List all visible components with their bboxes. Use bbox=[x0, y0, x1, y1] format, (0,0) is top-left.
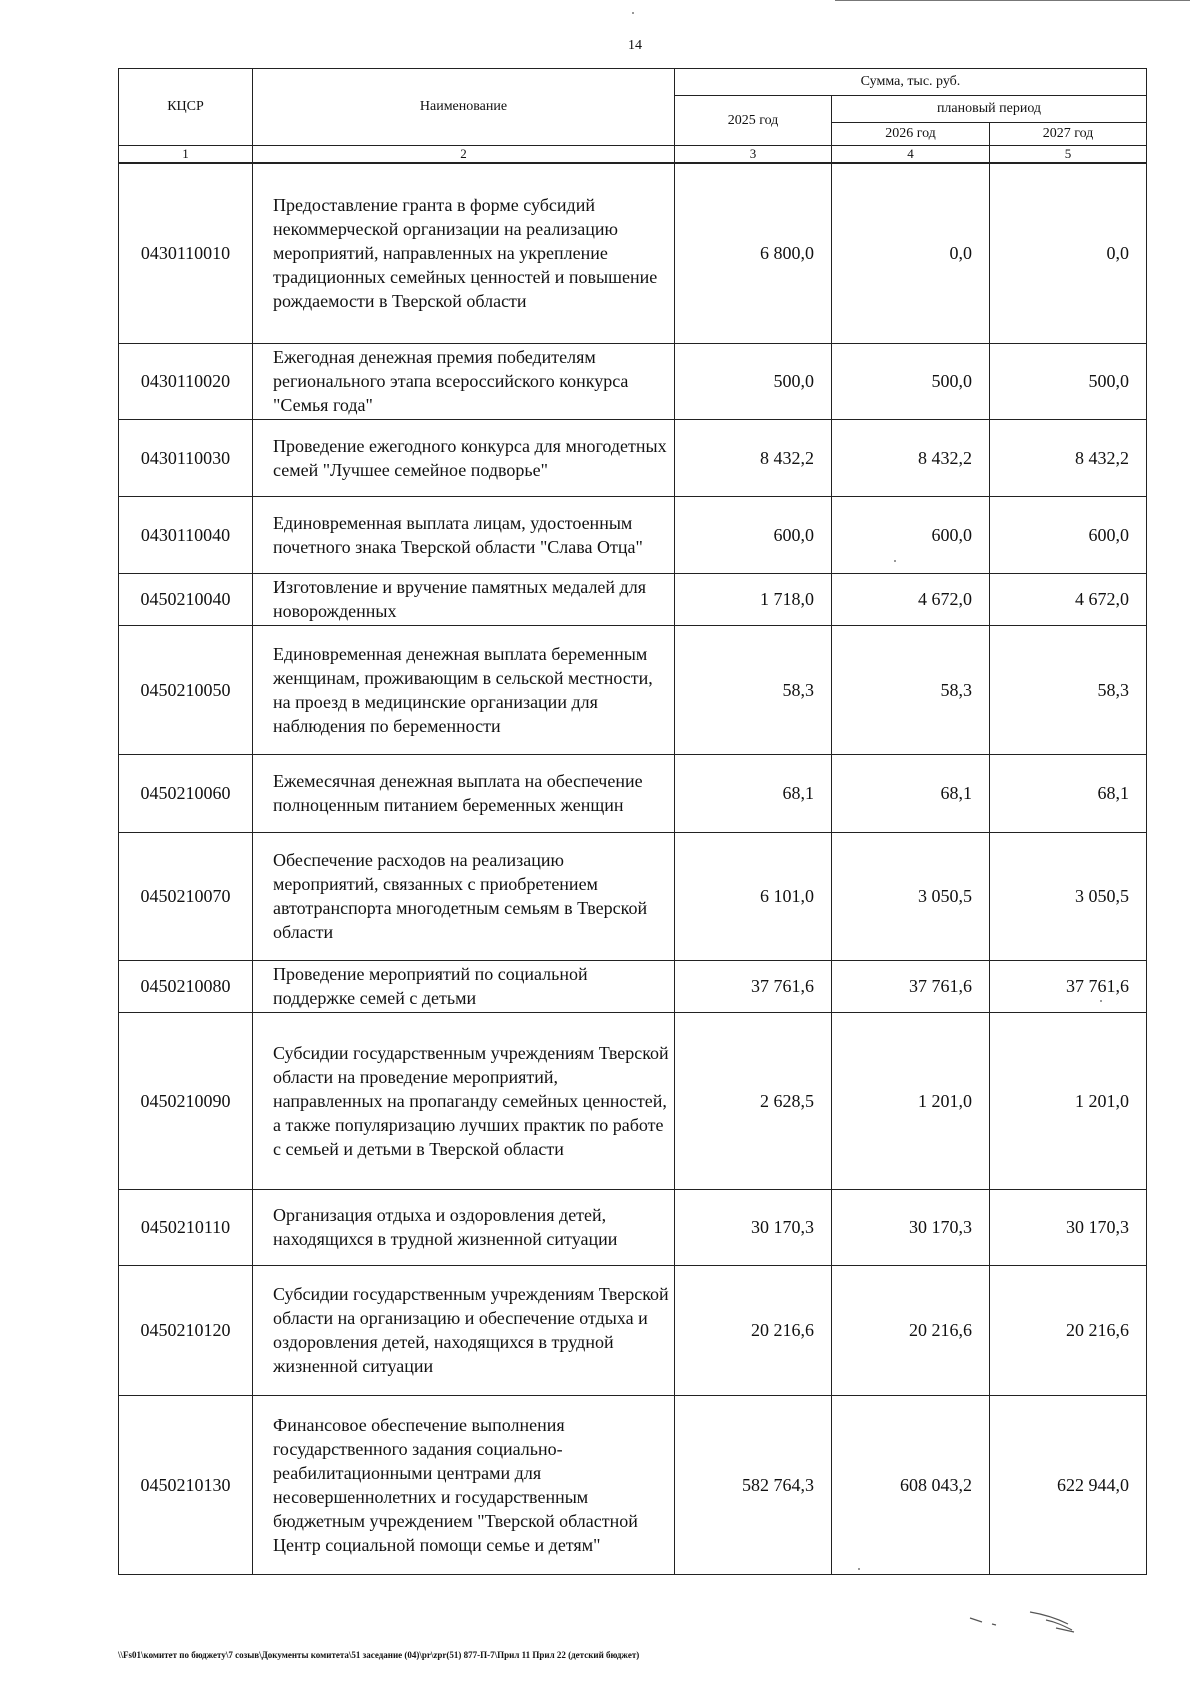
row-amount-2026: 8 432,2 bbox=[832, 419, 990, 496]
row-code: 0450210080 bbox=[119, 960, 253, 1012]
budget-table bbox=[118, 68, 1147, 1575]
row-amount-2025: 68,1 bbox=[675, 754, 832, 832]
row-amount-2025: 2 628,5 bbox=[675, 1012, 832, 1189]
row-amount-2026: 58,3 bbox=[832, 625, 990, 754]
scan-speck bbox=[632, 12, 634, 14]
row-code: 0430110020 bbox=[119, 343, 253, 419]
signature-mark bbox=[960, 1600, 1100, 1640]
row-code: 0450210090 bbox=[119, 1012, 253, 1189]
column-number: 4 bbox=[832, 146, 990, 164]
row-amount-2026: 3 050,5 bbox=[832, 832, 990, 960]
row-name: Единовременная выплата лицам, удостоенным почетного знака Тверской области "Слава Отца" bbox=[253, 496, 675, 573]
row-amount-2026: 600,0 bbox=[832, 496, 990, 573]
row-name: Проведение мероприятий по социальной поддержке семей с детьми bbox=[253, 960, 675, 1012]
row-name: Изготовление и вручение памятных медалей для новорожденных bbox=[253, 573, 675, 625]
row-amount-2025: 6 101,0 bbox=[675, 832, 832, 960]
row-code: 0450210050 bbox=[119, 625, 253, 754]
table-row bbox=[119, 163, 1147, 343]
row-amount-2027: 20 216,6 bbox=[990, 1265, 1147, 1395]
row-amount-2027: 68,1 bbox=[990, 754, 1147, 832]
header-year-2026: 2026 год bbox=[832, 123, 990, 146]
table-row bbox=[119, 1395, 1147, 1574]
row-amount-2025: 1 718,0 bbox=[675, 573, 832, 625]
row-name: Организация отдыха и оздоровления детей, находящихся в трудной жизненной ситуации bbox=[253, 1189, 675, 1265]
column-number: 5 bbox=[990, 146, 1147, 164]
row-amount-2027: 0,0 bbox=[990, 163, 1147, 343]
row-amount-2026: 0,0 bbox=[832, 163, 990, 343]
row-amount-2027: 58,3 bbox=[990, 625, 1147, 754]
row-amount-2027: 600,0 bbox=[990, 496, 1147, 573]
row-amount-2027: 37 761,6 bbox=[990, 960, 1147, 1012]
header-planned-period: плановый период bbox=[832, 96, 1147, 123]
row-amount-2027: 8 432,2 bbox=[990, 419, 1147, 496]
column-number: 2 bbox=[253, 146, 675, 164]
row-name: Ежегодная денежная премия победителям регионального этапа всероссийского конкурса "Семья года" bbox=[253, 343, 675, 419]
row-amount-2027: 1 201,0 bbox=[990, 1012, 1147, 1189]
page-number: 14 bbox=[628, 38, 642, 53]
row-code: 0450210060 bbox=[119, 754, 253, 832]
table-row bbox=[119, 1012, 1147, 1189]
column-number: 3 bbox=[675, 146, 832, 164]
row-amount-2026: 4 672,0 bbox=[832, 573, 990, 625]
row-amount-2027: 622 944,0 bbox=[990, 1395, 1147, 1574]
column-number-row bbox=[119, 146, 1147, 164]
row-amount-2026: 608 043,2 bbox=[832, 1395, 990, 1574]
row-name: Ежемесячная денежная выплата на обеспечение полноценным питанием беременных женщин bbox=[253, 754, 675, 832]
row-code: 0430110040 bbox=[119, 496, 253, 573]
row-amount-2025: 58,3 bbox=[675, 625, 832, 754]
row-amount-2025: 37 761,6 bbox=[675, 960, 832, 1012]
row-amount-2027: 4 672,0 bbox=[990, 573, 1147, 625]
table-row bbox=[119, 960, 1147, 1012]
scan-speck bbox=[1100, 1000, 1102, 1002]
table-row bbox=[119, 1265, 1147, 1395]
header-year-2025: 2025 год bbox=[675, 96, 832, 146]
row-name: Предоставление гранта в форме субсидий некоммерческой организации на реализацию мероприятий, направленных на укрепление традиционных семейных ценностей и повышение рождаемости в Тверской области bbox=[253, 163, 675, 343]
row-code: 0430110030 bbox=[119, 419, 253, 496]
row-amount-2026: 37 761,6 bbox=[832, 960, 990, 1012]
header-name: Наименование bbox=[253, 69, 675, 146]
row-amount-2026: 500,0 bbox=[832, 343, 990, 419]
scan-speck bbox=[858, 1568, 860, 1570]
header-year-2027: 2027 год bbox=[990, 123, 1147, 146]
row-amount-2027: 3 050,5 bbox=[990, 832, 1147, 960]
footer-file-path: \\Fs01\комитет по бюджету\7 созыв\Документы комитета\51 заседание (04)\pr\zpr(51) 877-П-7\Прил 11 Прил 22 (детский бюджет) bbox=[118, 1650, 640, 1660]
table-row bbox=[119, 496, 1147, 573]
row-name: Субсидии государственным учреждениям Тверской области на организацию и обеспечение отдыха и оздоровления детей, находящихся в трудной жизненной ситуации bbox=[253, 1265, 675, 1395]
row-code: 0430110010 bbox=[119, 163, 253, 343]
row-amount-2026: 1 201,0 bbox=[832, 1012, 990, 1189]
row-code: 0450210110 bbox=[119, 1189, 253, 1265]
row-amount-2025: 6 800,0 bbox=[675, 163, 832, 343]
table-row bbox=[119, 625, 1147, 754]
table-row bbox=[119, 1189, 1147, 1265]
row-code: 0450210040 bbox=[119, 573, 253, 625]
row-code: 0450210130 bbox=[119, 1395, 253, 1574]
column-number: 1 bbox=[119, 146, 253, 164]
row-name: Обеспечение расходов на реализацию мероприятий, связанных с приобретением автотранспорта многодетным семьям в Тверской области bbox=[253, 832, 675, 960]
row-name: Финансовое обеспечение выполнения государственного задания социально-реабилитационными центрами для несовершеннолетних и государственным бюджетным учреждением "Тверской областной Центр социальной помощи семье и детям" bbox=[253, 1395, 675, 1574]
row-code: 0450210120 bbox=[119, 1265, 253, 1395]
scan-speck bbox=[894, 560, 896, 562]
row-amount-2025: 8 432,2 bbox=[675, 419, 832, 496]
row-name: Единовременная денежная выплата беременным женщинам, проживающим в сельской местности, на проезд в медицинские организации для наблюдения по беременности bbox=[253, 625, 675, 754]
row-amount-2025: 500,0 bbox=[675, 343, 832, 419]
row-amount-2025: 30 170,3 bbox=[675, 1189, 832, 1265]
row-amount-2026: 30 170,3 bbox=[832, 1189, 990, 1265]
table-row bbox=[119, 754, 1147, 832]
table-header bbox=[119, 69, 1147, 164]
header-sum: Сумма, тыс. руб. bbox=[675, 69, 1147, 96]
row-amount-2026: 68,1 bbox=[832, 754, 990, 832]
row-name: Проведение ежегодного конкурса для многодетных семей "Лучшее семейное подворье" bbox=[253, 419, 675, 496]
row-amount-2025: 600,0 bbox=[675, 496, 832, 573]
row-amount-2025: 582 764,3 bbox=[675, 1395, 832, 1574]
row-amount-2027: 30 170,3 bbox=[990, 1189, 1147, 1265]
top-scan-rule bbox=[835, 0, 1190, 1]
header-code: КЦСР bbox=[119, 69, 253, 146]
table-row bbox=[119, 419, 1147, 496]
row-amount-2026: 20 216,6 bbox=[832, 1265, 990, 1395]
table-row bbox=[119, 573, 1147, 625]
table-row bbox=[119, 343, 1147, 419]
row-name: Субсидии государственным учреждениям Тверской области на проведение мероприятий, направленных на пропаганду семейных ценностей, а также популяризацию лучших практик по работе с семьей и детьми в Тверской области bbox=[253, 1012, 675, 1189]
row-amount-2025: 20 216,6 bbox=[675, 1265, 832, 1395]
table-row bbox=[119, 832, 1147, 960]
row-code: 0450210070 bbox=[119, 832, 253, 960]
row-amount-2027: 500,0 bbox=[990, 343, 1147, 419]
